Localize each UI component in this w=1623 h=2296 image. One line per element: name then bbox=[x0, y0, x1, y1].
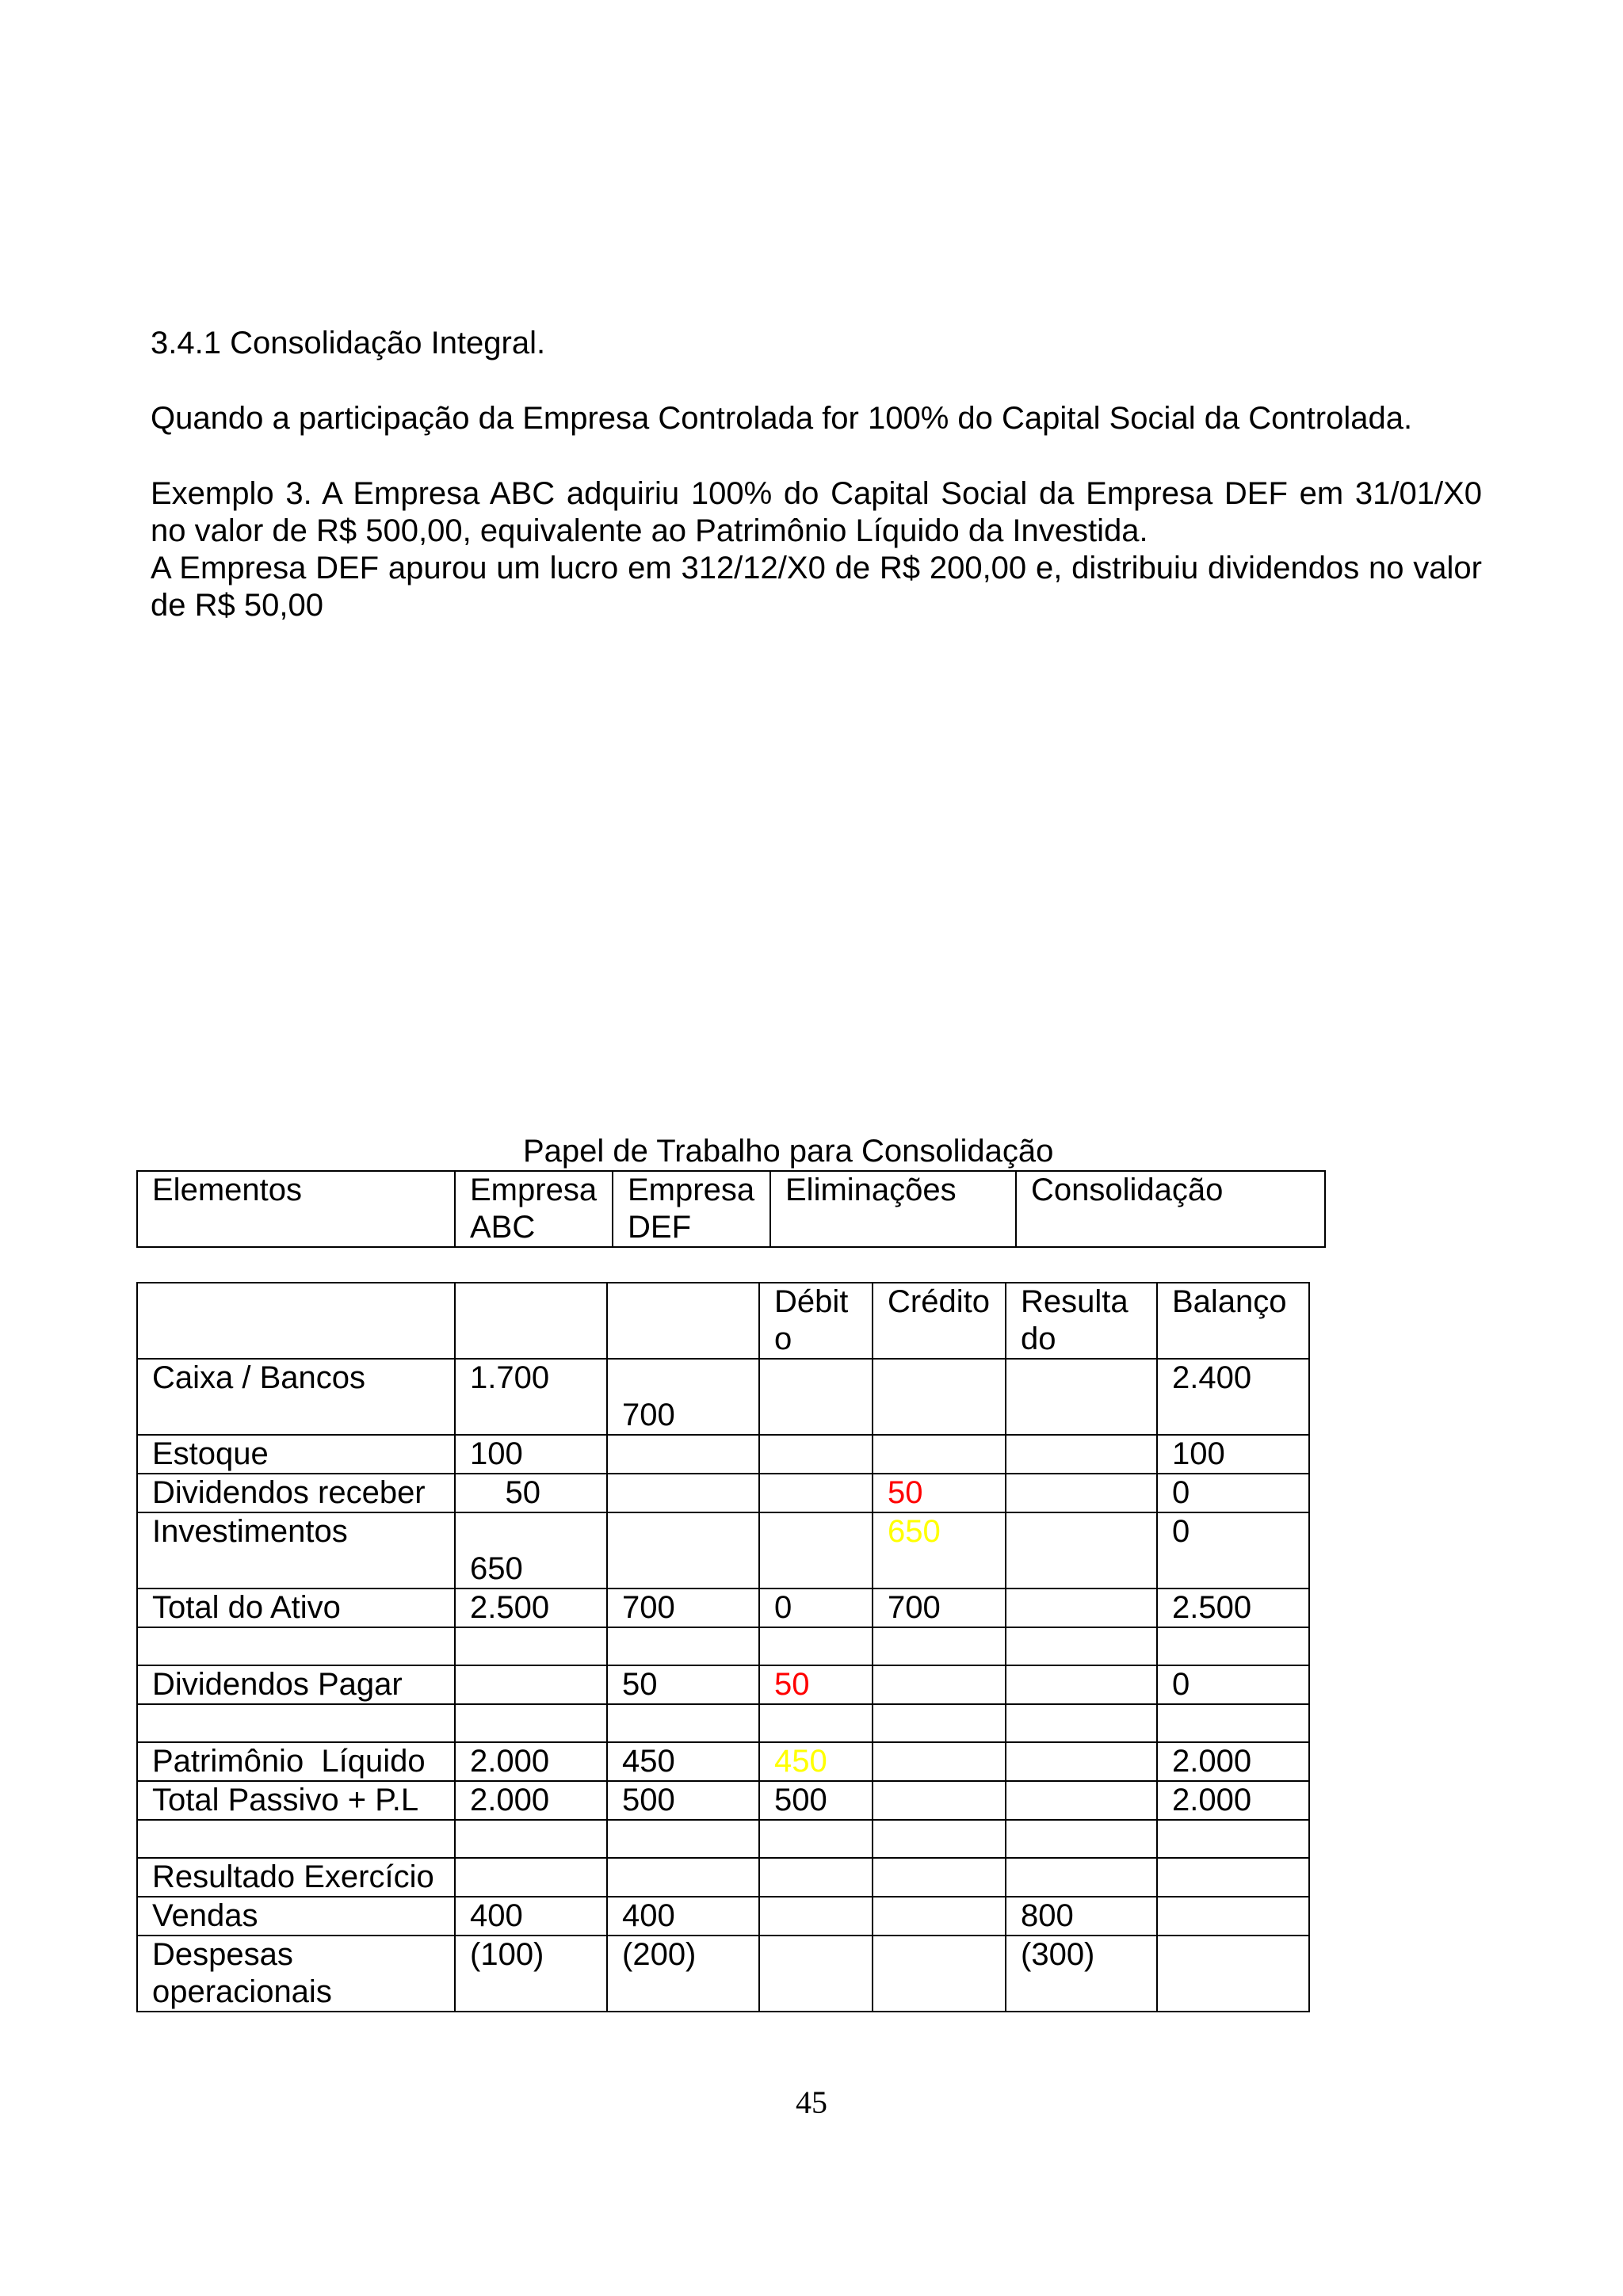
cell-value: (200) bbox=[607, 1936, 759, 2012]
row-label: Resultado Exercício bbox=[137, 1858, 455, 1897]
header-table bbox=[136, 1170, 1326, 1248]
cell-value bbox=[607, 1858, 759, 1897]
column-header bbox=[455, 1283, 607, 1359]
table-row bbox=[137, 1936, 1309, 2012]
cell-value-highlighted: 50 bbox=[873, 1474, 1006, 1512]
table-row bbox=[137, 1665, 1309, 1704]
column-header-debito: Débit o bbox=[759, 1283, 873, 1359]
cell-value bbox=[759, 1512, 873, 1589]
cell-value bbox=[1006, 1512, 1157, 1589]
cell-value bbox=[607, 1474, 759, 1512]
column-header-balanco: Balanço bbox=[1157, 1283, 1309, 1359]
table-row bbox=[137, 1781, 1309, 1820]
table-row-empty bbox=[137, 1704, 1309, 1742]
cell-value: 650 bbox=[455, 1512, 607, 1589]
cell-value bbox=[1157, 1936, 1309, 2012]
row-label: Estoque bbox=[137, 1435, 455, 1474]
row-label: Patrimônio Líquido bbox=[137, 1742, 455, 1781]
header-cell-empresa-def: Empresa DEF bbox=[613, 1171, 770, 1247]
cell-value: 2.000 bbox=[1157, 1781, 1309, 1820]
cell-value bbox=[607, 1704, 759, 1742]
cell-value bbox=[607, 1820, 759, 1858]
cell-value bbox=[1006, 1820, 1157, 1858]
cell-value: 500 bbox=[759, 1781, 873, 1820]
table-row bbox=[137, 1359, 1309, 1435]
row-label: Total do Ativo bbox=[137, 1589, 455, 1627]
cell-value bbox=[1157, 1627, 1309, 1665]
cell-value bbox=[759, 1704, 873, 1742]
cell-value: 2.400 bbox=[1157, 1359, 1309, 1435]
column-header bbox=[137, 1283, 455, 1359]
cell-value-highlighted: 450 bbox=[759, 1742, 873, 1781]
cell-value bbox=[455, 1858, 607, 1897]
cell-value-highlighted: 50 bbox=[759, 1665, 873, 1704]
cell-value: 0 bbox=[759, 1589, 873, 1627]
cell-value: 2.500 bbox=[1157, 1589, 1309, 1627]
cell-value bbox=[455, 1704, 607, 1742]
example-paragraph: Exemplo 3. A Empresa ABC adquiriu 100% do Capital Social da Empresa DEF em 31/01/X0 no valor de R$ 500,00, equivalente ao Patrimônio Líquido da Investida. bbox=[151, 476, 1482, 548]
example-paragraph-2: A Empresa DEF apurou um lucro em 312/12/X0 de R$ 200,00 e, distribuiu dividendos no valor de R$ 50,00 bbox=[151, 551, 1482, 623]
cell-value: 0 bbox=[1157, 1474, 1309, 1512]
row-label bbox=[137, 1627, 455, 1665]
intro-paragraph: Quando a participação da Empresa Controlada for 100% do Capital Social da Controlada. bbox=[151, 401, 1413, 436]
cell-value bbox=[1006, 1474, 1157, 1512]
cell-value bbox=[1006, 1858, 1157, 1897]
cell-value bbox=[455, 1665, 607, 1704]
table-row bbox=[137, 1435, 1309, 1474]
cell-value bbox=[759, 1474, 873, 1512]
cell-value bbox=[873, 1359, 1006, 1435]
cell-value: 2.000 bbox=[1157, 1742, 1309, 1781]
cell-value bbox=[1006, 1781, 1157, 1820]
cell-value bbox=[759, 1936, 873, 2012]
row-label: Total Passivo + P.L bbox=[137, 1781, 455, 1820]
cell-value: 500 bbox=[607, 1781, 759, 1820]
table-row bbox=[137, 1858, 1309, 1897]
table-row-empty bbox=[137, 1820, 1309, 1858]
cell-value bbox=[1006, 1704, 1157, 1742]
column-header-resultado: Resulta do bbox=[1006, 1283, 1157, 1359]
cell-value bbox=[455, 1627, 607, 1665]
cell-value: 800 bbox=[1006, 1897, 1157, 1936]
cell-value bbox=[873, 1435, 1006, 1474]
header-cell-eliminacoes: Eliminações bbox=[770, 1171, 1016, 1247]
cell-value bbox=[455, 1820, 607, 1858]
table-row-empty bbox=[137, 1627, 1309, 1665]
section-heading: 3.4.1 Consolidação Integral. bbox=[151, 326, 546, 360]
row-label: Investimentos bbox=[137, 1512, 455, 1589]
cell-value: 1.700 bbox=[455, 1359, 607, 1435]
cell-value bbox=[1157, 1820, 1309, 1858]
cell-value bbox=[873, 1704, 1006, 1742]
cell-value bbox=[873, 1897, 1006, 1936]
cell-value: 450 bbox=[607, 1742, 759, 1781]
row-label: Vendas bbox=[137, 1897, 455, 1936]
cell-value bbox=[759, 1359, 873, 1435]
cell-value bbox=[1157, 1897, 1309, 1936]
cell-value: 100 bbox=[455, 1435, 607, 1474]
cell-value bbox=[759, 1820, 873, 1858]
cell-value: 0 bbox=[1157, 1512, 1309, 1589]
cell-value bbox=[607, 1627, 759, 1665]
page-number: 45 bbox=[796, 2084, 827, 2120]
cell-value: 400 bbox=[455, 1897, 607, 1936]
cell-value: 50 bbox=[455, 1474, 607, 1512]
cell-value bbox=[759, 1435, 873, 1474]
cell-value bbox=[1006, 1627, 1157, 1665]
header-cell-empresa-abc: Empresa ABC bbox=[455, 1171, 613, 1247]
column-header bbox=[607, 1283, 759, 1359]
cell-value bbox=[1006, 1589, 1157, 1627]
cell-value bbox=[759, 1858, 873, 1897]
cell-value bbox=[1006, 1359, 1157, 1435]
cell-value bbox=[759, 1897, 873, 1936]
cell-value: (100) bbox=[455, 1936, 607, 2012]
cell-value: 2.000 bbox=[455, 1742, 607, 1781]
cell-value bbox=[873, 1665, 1006, 1704]
column-header-credito: Crédito bbox=[873, 1283, 1006, 1359]
cell-value: 2.500 bbox=[455, 1589, 607, 1627]
cell-value bbox=[873, 1781, 1006, 1820]
cell-value bbox=[1157, 1704, 1309, 1742]
row-label: Dividendos Pagar bbox=[137, 1665, 455, 1704]
cell-value: 400 bbox=[607, 1897, 759, 1936]
row-label bbox=[137, 1704, 455, 1742]
cell-value bbox=[873, 1936, 1006, 2012]
cell-value bbox=[607, 1435, 759, 1474]
cell-value bbox=[873, 1820, 1006, 1858]
cell-value bbox=[1006, 1665, 1157, 1704]
table-row bbox=[137, 1742, 1309, 1781]
row-label: Despesas operacionais bbox=[137, 1936, 455, 2012]
cell-value bbox=[1157, 1858, 1309, 1897]
table-row bbox=[137, 1474, 1309, 1512]
row-label bbox=[137, 1820, 455, 1858]
header-cell-elementos: Elementos bbox=[137, 1171, 455, 1247]
row-label: Caixa / Bancos bbox=[137, 1359, 455, 1435]
cell-value bbox=[873, 1858, 1006, 1897]
column-header-row bbox=[137, 1283, 1309, 1359]
cell-value bbox=[873, 1742, 1006, 1781]
table-caption: Papel de Trabalho para Consolidação bbox=[523, 1134, 1054, 1169]
cell-value bbox=[607, 1512, 759, 1589]
cell-value: 100 bbox=[1157, 1435, 1309, 1474]
header-row bbox=[137, 1171, 1325, 1247]
cell-value bbox=[1006, 1742, 1157, 1781]
table-row bbox=[137, 1897, 1309, 1936]
cell-value bbox=[873, 1627, 1006, 1665]
cell-value: 50 bbox=[607, 1665, 759, 1704]
cell-value: 700 bbox=[873, 1589, 1006, 1627]
cell-value: 0 bbox=[1157, 1665, 1309, 1704]
cell-value: (300) bbox=[1006, 1936, 1157, 2012]
row-label: Dividendos receber bbox=[137, 1474, 455, 1512]
cell-value bbox=[1006, 1435, 1157, 1474]
cell-value: 700 bbox=[607, 1359, 759, 1435]
cell-value: 2.000 bbox=[455, 1781, 607, 1820]
cell-value bbox=[759, 1627, 873, 1665]
table-row bbox=[137, 1512, 1309, 1589]
table-row bbox=[137, 1589, 1309, 1627]
consolidation-table bbox=[136, 1282, 1310, 2012]
header-cell-consolidacao: Consolidação bbox=[1016, 1171, 1325, 1247]
cell-value-highlighted: 650 bbox=[873, 1512, 1006, 1589]
cell-value: 700 bbox=[607, 1589, 759, 1627]
